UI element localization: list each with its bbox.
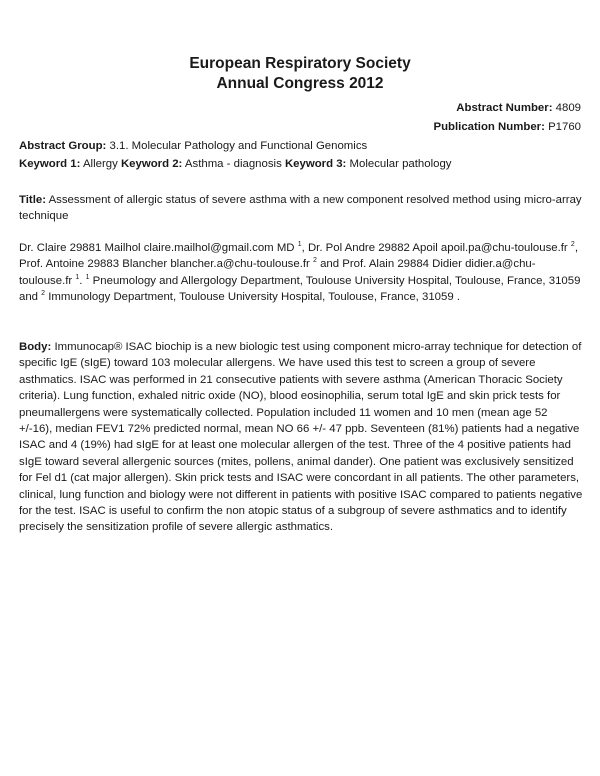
authors-text-1: Dr. Claire 29881 Mailhol claire.mailhol@gmail.com MD (19, 242, 298, 254)
affiliation-sup: 2 (570, 241, 575, 249)
abstract-number-line (456, 101, 581, 115)
congress-title (0, 54, 600, 94)
abstract-title-paragraph (19, 192, 583, 225)
body-label: Body: (19, 341, 52, 353)
body-value: Immunocap® ISAC biochip is a new biologic test using component micro-array technique for detection of specific IgE (sIgE) toward 103 molecular allergens. We have used this test to screen a group of severe asthmatics. ISAC was performed in 21 consecutive patients with severe asthma (American Thoracic Society criteria). Lung function, exhaled nitric oxide (NO), blood eosinophilia, serum total IgE and skin prick tests for pneumallergens were systematically collected. Population included 11 women and 10 men (mean age 52 +/-16), median FEV1 72% predicted normal, mean NO 66 +/- 47 ppb. Seventeen (81%) patients had a negative ISAC and 4 (19%) had sIgE for at least one molecular allergen of the test. Three of the 4 positive patients had sIgE toward several allergenic sources (mites, pollens, animal dander). One patient was exclusively sensitized for Fel d1 (cat major allergen). Skin prick tests and ISAC were concordant in all patients. The other parameters, clinical, lung function and biology were not different in patients with positive ISAC compared to patients negative for the test. ISAC is useful to confirm the non atopic status of a subgroup of severe asthmatics and to identify precisely the sensitization profile of severe allergic asthmatics. (19, 341, 583, 534)
authors-text-5: . (79, 274, 86, 287)
affiliation-sup: 2 (313, 257, 317, 265)
keyword-3-label: Keyword 3: (284, 158, 347, 170)
abstract-group-label: Abstract Group: (19, 140, 107, 152)
congress-title-line2: Annual Congress 2012 (216, 75, 384, 92)
authors-text-6: Pneumology and Allergology Department, Toulouse University Hospital, Toulouse, France, 31059 and (19, 274, 581, 304)
keyword-2-value: Asthma - diagnosis (184, 158, 282, 170)
keyword-3-value: Molecular pathology (349, 158, 452, 170)
abstract-group-line (19, 138, 583, 154)
keywords-line (19, 156, 583, 172)
title-label: Title: (19, 194, 47, 206)
affiliation-sup: 1 (75, 274, 80, 282)
publication-number-line (434, 120, 582, 134)
abstract-group-value: 3.1. Molecular Pathology and Functional Genomics (109, 140, 368, 152)
affiliation-sup: 2 (41, 290, 46, 298)
authors-text-3: , Prof. Antoine 29883 Blancher blancher.a@chu-toulouse.fr (19, 242, 578, 271)
authors-paragraph (19, 240, 583, 306)
authors-text-4: and Prof. Alain 29884 Didier didier.a@chu-toulouse.fr (19, 258, 536, 287)
keyword-1-value: Allergy (82, 158, 118, 170)
affiliation-sup: 1 (297, 241, 302, 249)
abstract-body-paragraph (19, 339, 583, 536)
keyword-2-label: Keyword 2: (120, 158, 183, 170)
authors-text-2: , Dr. Pol Andre 29882 Apoil apoil.pa@chu-toulouse.fr (301, 242, 571, 254)
publication-number-label: Publication Number: (433, 121, 545, 133)
title-value: Assessment of allergic status of severe asthma with a new component resolved method using micro-array technique (19, 194, 582, 223)
affiliation-sup: 1 (85, 274, 90, 282)
keyword-1-label: Keyword 1: (19, 158, 81, 170)
abstract-number-label: Abstract Number: (456, 102, 553, 114)
congress-title-line1: European Respiratory Society (189, 55, 411, 72)
authors-text-7: Immunology Department, Toulouse University Hospital, Toulouse, France, 31059 . (45, 291, 460, 304)
abstract-number-value: 4809 (555, 102, 581, 114)
publication-number-value: P1760 (548, 121, 581, 133)
